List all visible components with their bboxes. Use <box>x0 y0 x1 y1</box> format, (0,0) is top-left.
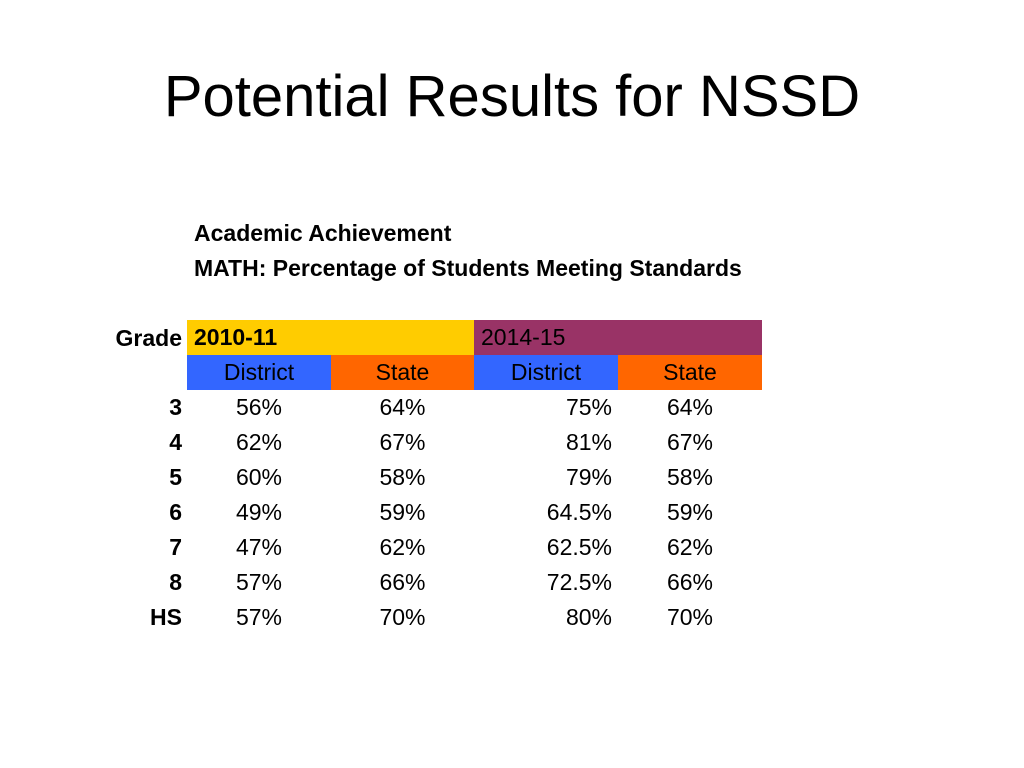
district-2010-cell: 47% <box>235 534 283 560</box>
table-row <box>0 530 1024 565</box>
grade-cell: 7 <box>169 534 182 560</box>
state-2014-cell: 58% <box>666 464 714 490</box>
grade-cell: 4 <box>169 429 182 455</box>
grade-cell: 5 <box>169 464 182 490</box>
district-2010-cell: 62% <box>235 429 283 455</box>
district-2014-cell: 72.5% <box>546 569 612 595</box>
state-2014-cell: 66% <box>666 569 714 595</box>
district-2014-cell: 79% <box>565 464 612 490</box>
year-header-2010-11: 2010-11 <box>187 320 474 355</box>
district-2010-cell: 60% <box>235 464 283 490</box>
district-2014-cell: 75% <box>565 394 612 420</box>
district-2010-cell: 57% <box>235 569 283 595</box>
state-2010-cell: 66% <box>379 569 426 595</box>
column-header-district-2010: District <box>187 355 331 390</box>
column-header-state-2010: State <box>331 355 474 390</box>
grade-header: Grade <box>115 325 182 351</box>
year-header-2014-15: 2014-15 <box>474 320 762 355</box>
state-2010-cell: 62% <box>379 534 426 560</box>
state-2014-cell: 64% <box>666 394 714 420</box>
table-row <box>0 495 1024 530</box>
slide-title: Potential Results for NSSD <box>163 64 861 129</box>
state-2014-cell: 59% <box>666 499 714 525</box>
table-row <box>0 565 1024 600</box>
district-2010-cell: 57% <box>235 604 283 630</box>
table-row <box>0 460 1024 495</box>
district-2014-cell: 80% <box>565 604 612 630</box>
district-2014-cell: 81% <box>565 429 612 455</box>
state-2010-cell: 70% <box>379 604 426 630</box>
state-2014-cell: 62% <box>666 534 714 560</box>
district-2014-cell: 62.5% <box>546 534 612 560</box>
district-2010-cell: 56% <box>235 394 283 420</box>
table-row <box>0 600 1024 635</box>
state-2014-cell: 70% <box>666 604 714 630</box>
state-2010-cell: 67% <box>379 429 426 455</box>
grade-cell: 8 <box>169 569 182 595</box>
table-row <box>0 390 1024 425</box>
grade-cell: 3 <box>169 394 182 420</box>
subtitle-academic-achievement: Academic Achievement <box>194 220 452 246</box>
column-header-district-2014: District <box>474 355 618 390</box>
grade-cell: HS <box>150 604 182 630</box>
subtitle-math-percentage: MATH: Percentage of Students Meeting Standards <box>194 255 742 281</box>
state-2014-cell: 67% <box>666 429 714 455</box>
state-2010-cell: 59% <box>379 499 426 525</box>
column-header-state-2014: State <box>618 355 762 390</box>
district-2010-cell: 49% <box>235 499 283 525</box>
state-2010-cell: 58% <box>379 464 426 490</box>
table-row <box>0 425 1024 460</box>
district-2014-cell: 64.5% <box>546 499 612 525</box>
state-2010-cell: 64% <box>379 394 426 420</box>
grade-cell: 6 <box>169 499 182 525</box>
